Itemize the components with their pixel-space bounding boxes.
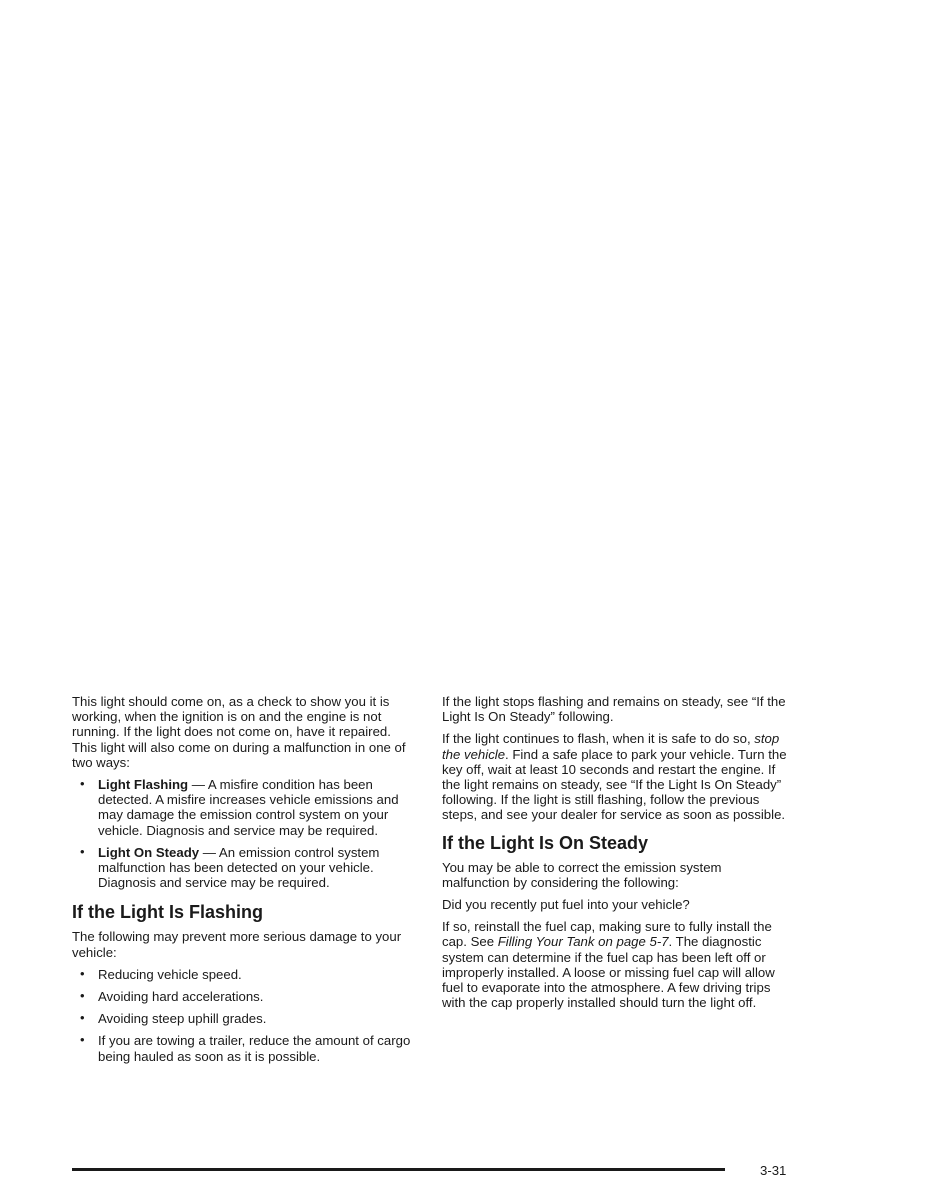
steady-heading: If the Light Is On Steady	[442, 832, 649, 853]
continues-text-end: . Find a safe place to park your vehicle. Turn the key off, wait at least 10 seconds and restart the engine. If the light remains on steady, see “If the Light Is On Steady” following. If the light is still flashing, follow the previous steps, and see your dealer for service as soon as possible.	[442, 746, 787, 823]
right-column	[442, 694, 787, 1017]
intro-paragraph: This light should come on, as a check to show you it is working, when the ignition is on and the engine is not running. If the light does not come on, have it repaired. This light will also come on during a malfunction in one of two ways:	[72, 694, 406, 770]
continues-text-start: If the light continues to flash, when it is safe to do so,	[442, 731, 755, 747]
list-item	[72, 1011, 414, 1026]
bullet-icon: •	[80, 843, 85, 859]
bullet-icon: •	[80, 1032, 85, 1048]
way-term: Light On Steady	[98, 844, 200, 860]
list-item	[72, 967, 414, 982]
filling-tank-reference[interactable]: Filling Your Tank on page 5-7	[497, 934, 669, 950]
steady-intro: You may be able to correct the emission system malfunction by considering the following:	[442, 859, 722, 890]
fuel-question: Did you recently put fuel into your vehicle?	[442, 897, 690, 913]
malfunction-ways-list	[72, 777, 414, 890]
stops-flashing-paragraph: If the light stops flashing and remains on steady, see “If the Light Is On Steady” following.	[442, 694, 786, 725]
list-item	[72, 989, 414, 1004]
reinstall-text-start: If so, reinstall the fuel cap, making sure to fully install the cap. See	[442, 919, 772, 950]
flashing-heading: If the Light Is Flashing	[72, 902, 263, 923]
footer-rule	[72, 1168, 725, 1171]
list-item	[72, 1033, 414, 1063]
action-text: If you are towing a trailer, reduce the amount of cargo being hauled as soon as it is possible.	[98, 1033, 411, 1064]
list-item	[72, 845, 414, 891]
way-term: Light Flashing	[98, 777, 189, 793]
list-item	[72, 777, 414, 838]
reinstall-paragraph	[442, 919, 787, 1010]
flashing-actions-list	[72, 967, 414, 1064]
bullet-icon: •	[80, 776, 85, 792]
action-text: Avoiding steep uphill grades.	[98, 1011, 267, 1027]
bullet-icon: •	[80, 965, 85, 981]
way-text: — A misfire condition has been detected. A misfire increases vehicle emissions and may damage the emission control system on your vehicle. Diagnosis and service may be required.	[98, 777, 399, 838]
flashing-intro: The following may prevent more serious damage to your vehicle:	[72, 929, 402, 960]
action-text: Avoiding hard accelerations.	[98, 989, 264, 1005]
stop-vehicle-emphasis: stop the vehicle	[442, 731, 780, 762]
bullet-icon: •	[80, 988, 85, 1004]
page-number: 3-31	[760, 1163, 787, 1178]
bullet-icon: •	[80, 1010, 85, 1026]
action-text: Reducing vehicle speed.	[98, 966, 242, 982]
continues-flashing-paragraph	[442, 731, 787, 822]
way-text: — An emission control system malfunction has been detected on your vehicle. Diagnosis and service may be required.	[98, 844, 380, 891]
reinstall-text-end: . The diagnostic system can determine if the fuel cap has been left off or improperly installed. A loose or missing fuel cap will allow fuel to evaporate into the atmosphere. A few driving trips with the cap properly installed should turn the light off.	[442, 934, 775, 1011]
left-column	[72, 694, 414, 1072]
